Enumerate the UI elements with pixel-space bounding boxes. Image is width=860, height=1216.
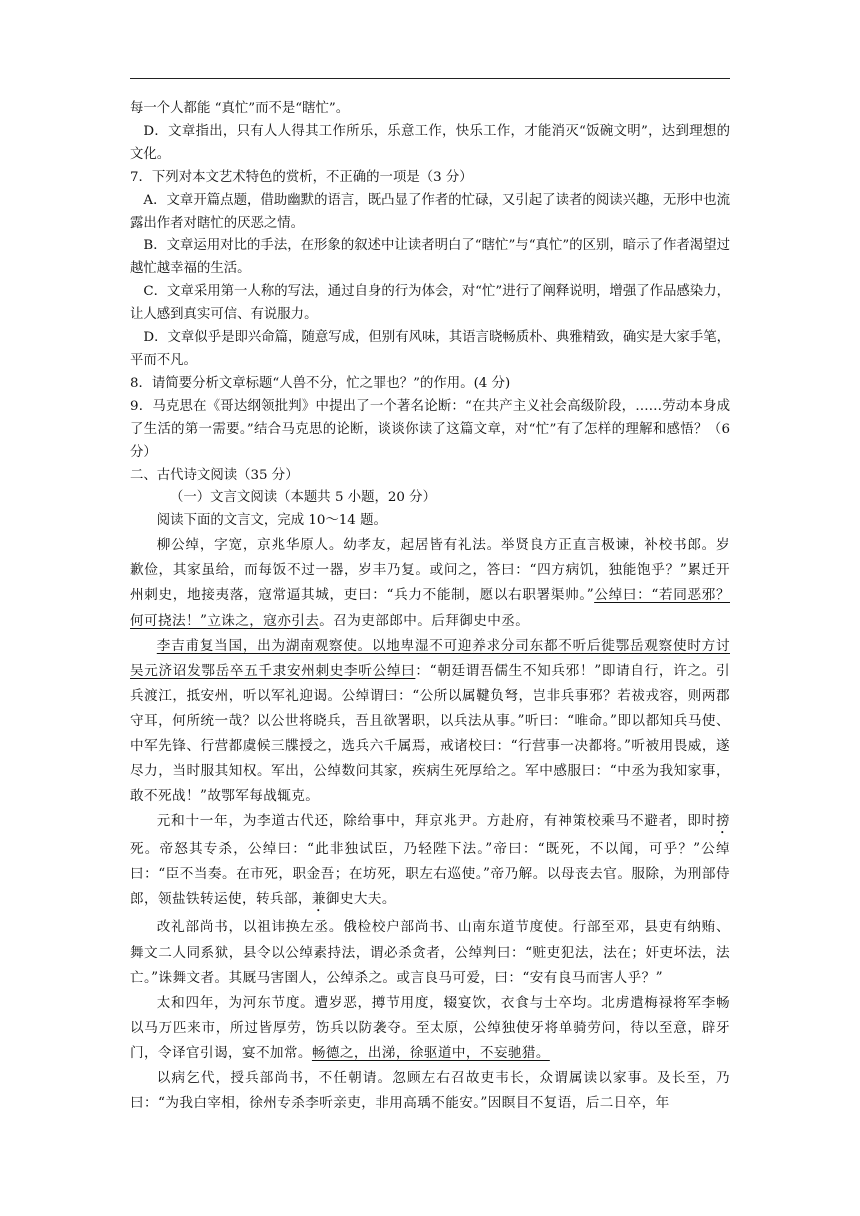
passage-paragraph-5 <box>130 991 730 1066</box>
underlined-sentence: 畅德之，出涕，徐驱道中，不妄驰猎。 <box>311 1044 550 1061</box>
passage-text: ：“朝廷谓吾儒生不知兵邪！”即请自行，许之。引兵渡江，抵安州，听以军礼迎谒。公绰谓曰：“公所以属鞬负弩，岂非兵事邪？若祓戎容，则两郡守耳，何所统一哉？以公世将晓兵，吾且欲署职，以兵法从事。”听曰：“唯命。”即以都知兵马使、中军先锋、行营都虞候三牒授之，选兵六千属焉，戒诸校曰：“行营事一决都将。”听被用畏威，遂尽力，当时服其知权。军出，公绰数问其家，疾病生死厚给之。军中感服曰：“中丞为我知家事，敢不死战！”故鄂军每战辄克。 <box>130 662 730 805</box>
subsection-heading: （一）文言文阅读（本题共 5 小题，20 分） <box>170 490 436 506</box>
passage-paragraph-2 <box>130 634 730 810</box>
question-7-option-b: B．文章运用对比的手法，在形象的叙述中让读者明白了“瞎忙”与“真忙”的区别，暗示了作者渴望过越忙越幸福的生活。 <box>130 238 730 277</box>
text-line: 每一个人都能 “真忙”而不是“瞎忙”。 <box>130 101 350 116</box>
underlined-punctuation-passage: 李吉甫复当国，出为湖南观察使。以地卑湿不可迎养求分司东都不听后徙鄂岳观察使时方讨吴元济诏发鄂岳卒五千隶安州刺史李听公绰曰 <box>130 637 730 679</box>
dotted-word: 兼 <box>311 891 326 908</box>
document-body <box>130 98 730 1116</box>
question-7-option-c: C．文章采用第一人称的写法，通过自身的行为体会，对“忙”进行了阐释说明，增强了作品感染力， 让人感到真实可信、有说服力。 <box>130 284 730 323</box>
passage-paragraph-4: 改礼部尚书，以祖讳换左丞。俄检校户部尚书、山南东道节度使。行部至邓，县吏有纳贿、舞文二人同系狱，县令以公绰素持法，谓必杀贪者，公绰判曰：“赃吏犯法，法在；奸吏坏法，法亡。”诛舞文者。其厩马害圉人，公绰杀之。或言良马可爱，曰：“安有良马而害人乎？” <box>130 919 730 986</box>
option-d-prev: D．文章指出，只有人人得其工作所乐，乐意工作，快乐工作，才能消灭“饭碗文明”，达到理想的文化。 <box>130 123 730 162</box>
passage-paragraph-1 <box>130 533 730 633</box>
underlined-sentence: 公绰曰：“若同恶邪？何可挠法！”立诛之，寇亦引去 <box>130 587 730 629</box>
question-7: 7．下列对本文艺术特色的赏析，不正确的一项是（3 分） <box>130 169 473 185</box>
header-rule <box>130 78 730 79</box>
question-9: 9．马克思在《哥达纲领批判》中提出了一个著名论断：“在共产主义社会高级阶段，……劳动本身成了生活的第一需要。”结合马克思的论断，谈谈你读了这篇文章，对“忙”有了怎样的理解和感悟？（6 分） <box>130 398 730 460</box>
passage-text: 御史大夫。 <box>325 891 396 908</box>
dotted-word: 搒 <box>716 813 730 830</box>
reading-instruction: 阅读下面的文言文，完成 10～14 题。 <box>156 513 387 529</box>
passage-text: 死。帝怒其专杀，公绰曰：“此非独试臣，乃轻陛下法。”帝曰：“既死，不以闻，可乎？”公绰曰：“臣不当奏。在市死，职金吾；在坊死，职左右巡使。”帝乃解。以母丧去官。服除，为刑部侍郎，领盐铁转运使，转兵部， <box>130 841 730 908</box>
passage-text: 。召为吏部郎中。后拜御史中丞。 <box>319 612 530 629</box>
passage-paragraph-6: 以病乞代，授兵部尚书，不任朝请。忽顾左右召故吏韦长，众谓属读以家事。及长至，乃曰：“为我白宰相，徐州专杀李听亲吏，非用高瑀不能安。”因瞑目不复语，后二日卒，年 <box>130 1070 730 1112</box>
passage-text: 元和十一年，为李道古代还，除给事中，拜京兆尹。方赴府，有神策校乘马不避者，即时 <box>156 813 716 830</box>
passage-text: 太和四年，为河东节度。遭岁恶，撙节用度，辍宴饮，衣食与士卒均。北虏遣梅禄将军李畅以马万匹来市，所过皆厚劳，饬兵以防袭夺。至太原，公绰独使牙将单骑劳问，待以至意，辟牙门，令译官引谒，宴不加常。 <box>130 994 730 1061</box>
question-8: 8．请简要分析文章标题“人兽不分，忙之罪也？”的作用。(4 分) <box>130 375 511 391</box>
section-2-heading: 二、古代诗文阅读（35 分） <box>130 467 299 483</box>
classical-passage <box>130 533 730 1116</box>
passage-text: 柳公绰，字宽，京兆华原人。幼孝友，起居皆有礼法。举贤良方正直言极谏，补校书郎。岁歉俭，其家虽给，而每饭不过一器，岁丰乃复。或问之，答曰：“四方病饥，独能饱乎？”累迁开州刺史，地接夷落，寇常逼其城，吏曰：“兵力不能制，愿以右职署渠帅。” <box>130 537 730 604</box>
question-7-option-d: D．文章似乎是即兴命篇，随意写成，但别有风味，其语言晓畅质朴、典雅精致，确实是大家手笔，平而不凡。 <box>130 330 730 368</box>
question-7-option-a: A．文章开篇点题，借助幽默的语言，既凸显了作者的忙碌，又引起了读者的阅读兴趣，无形中也流露出作者对瞎忙的厌恶之情。 <box>130 192 730 231</box>
passage-paragraph-3 <box>130 809 730 915</box>
